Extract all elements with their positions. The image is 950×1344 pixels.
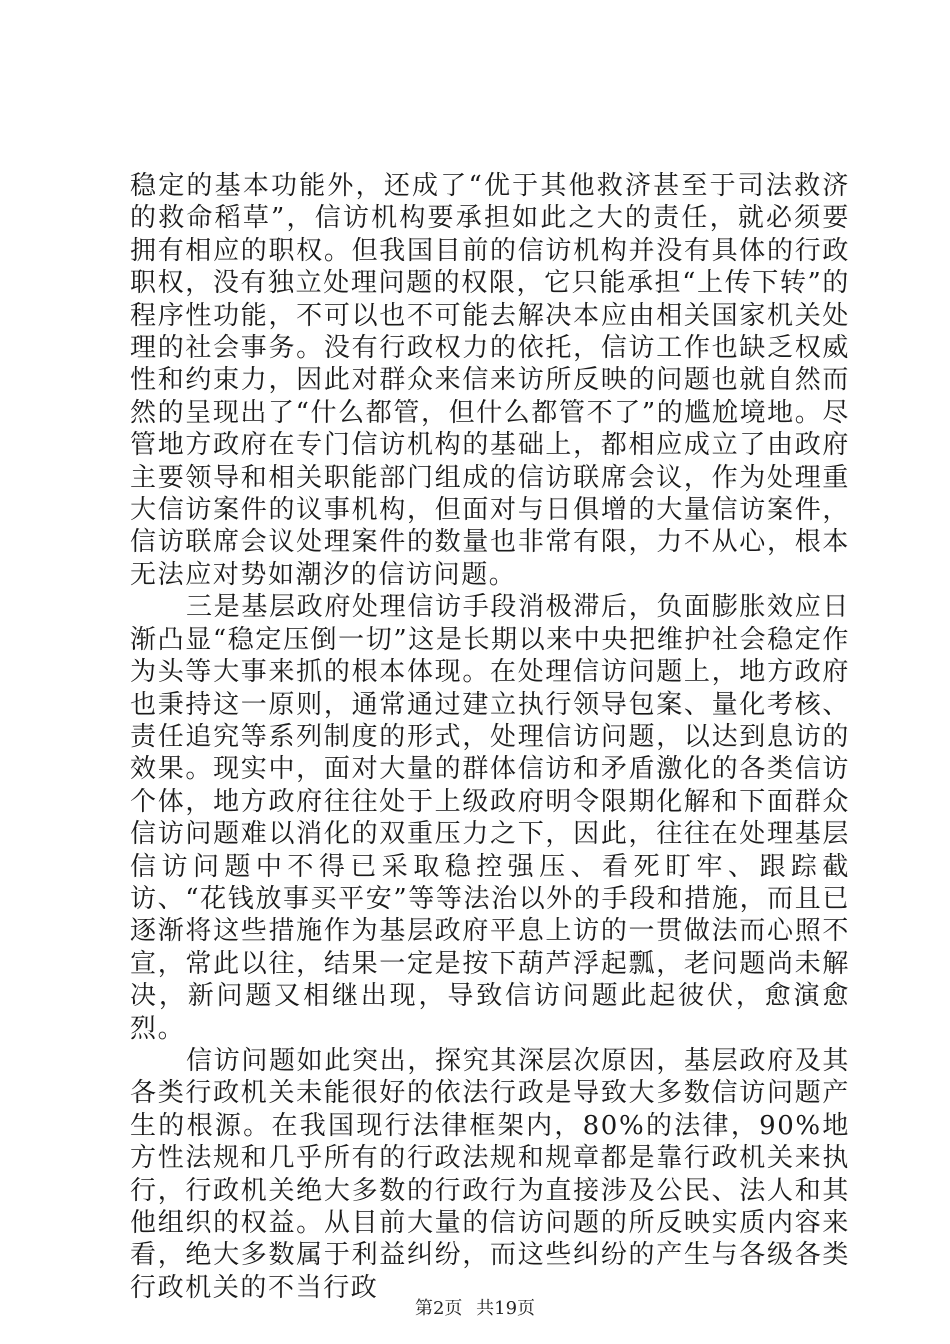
page-number: 第2页 bbox=[414, 1298, 463, 1319]
paragraph-root-causes: 信访问题如此突出，探究其深层次原因，基层政府及其各类行政机关未能很好的依法行政是导致大多数信访问题产生的根源。在我国现行法律框架内，80%的法律，90%地方性法规和几乎所有的行政法规和规章都是靠行政机关来执行，行政机关绝大多数的行政行为直接涉及公民、法人和其他组织的权益。从目前大量的信访问题的所反映实质内容来看，绝大多数属于利益纠纷，而这些纠纷的产生与各级各类行政机关的不当行政 bbox=[130, 1045, 850, 1303]
page-total: 共19页 bbox=[476, 1298, 536, 1319]
paragraph-continuation: 稳定的基本功能外，还成了“优于其他救济甚至于司法救济的救命稻草”，信访机构要承担如此之大的责任，就必须要拥有相应的职权。但我国目前的信访机构并没有具体的行政职权，没有独立处理问题的权限，它只能承担“上传下转”的程序性功能，不可以也不可能去解决本应由相关国家机关处理的社会事务。没有行政权力的依托，信访工作也缺乏权威性和约束力，因此对群众来信来访所反映的问题也就自然而然的呈现出了“什么都管，但什么都管不了”的尴尬境地。尽管地方政府在专门信访机构的基础上，都相应成立了由政府主要领导和相关职能部门组成的信访联席会议，作为处理重大信访案件的议事机构，但面对与日俱增的大量信访案件，信访联席会议处理案件的数量也非常有限，力不从心，根本无法应对势如潮汐的信访问题。 bbox=[130, 171, 850, 590]
paragraph-grassroots-methods: 三是基层政府处理信访手段消极滞后，负面膨胀效应日渐凸显“稳定压倒一切”这是长期以来中央把维护社会稳定作为头等大事来抓的根本体现。在处理信访问题上，地方政府也秉持这一原则，通常通过建立执行领导包案、量化考核、责任追究等系列制度的形式，处理信访问题，以达到息访的效果。现实中，面对大量的群体信访和矛盾激化的各类信访个体，地方政府往往处于上级政府明令限期化解和下面群众信访问题难以消化的双重压力之下，因此，往往在处理基层信访问题中不得已采取稳控强压、看死盯牢、跟踪截访、“花钱放事买平安”等等法治以外的手段和措施，而且已逐渐将这些措施作为基层政府平息上访的一贯做法而心照不宣，常此以往，结果一定是按下葫芦浮起瓢，老问题尚未解决，新问题又相继出现，导致信访问题此起彼伏，愈演愈烈。 bbox=[130, 592, 850, 1044]
document-body bbox=[130, 170, 850, 1304]
page-footer bbox=[0, 1298, 950, 1320]
